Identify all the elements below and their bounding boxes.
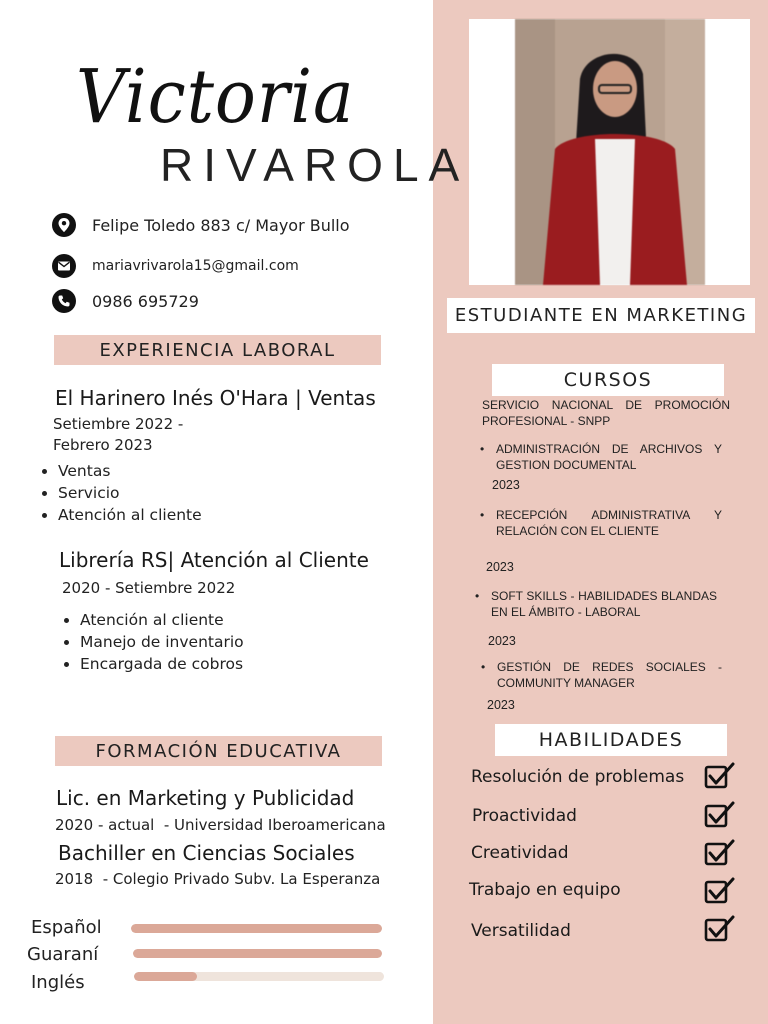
- contact-phone: [52, 289, 199, 313]
- list-item: • Ventas: [58, 460, 202, 482]
- checkbox-checked-icon: [704, 762, 736, 794]
- envelope-icon: [52, 254, 76, 278]
- address-text: Felipe Toledo 883 c/ Mayor Bullo: [92, 215, 350, 235]
- checkbox-checked-icon: [704, 839, 736, 871]
- course-year: 2023: [492, 478, 520, 492]
- job-period: [53, 414, 183, 456]
- last-name: RIVAROLA: [160, 139, 470, 191]
- course-name: GESTIÓN DE REDES SOCIALES - COMMUNITY MANAGER: [497, 660, 722, 690]
- education-detail: 2020 - actual - Universidad Iberoamericana: [55, 816, 386, 834]
- course-year: 2023: [488, 634, 516, 648]
- list-item: • Atención al cliente: [80, 609, 244, 631]
- skills-header: HABILIDADES: [495, 724, 727, 756]
- job-period-line: Febrero 2023: [53, 436, 153, 454]
- skill-label: Trabajo en equipo: [469, 880, 621, 900]
- contact-email[interactable]: [52, 254, 299, 278]
- job-task-list: [38, 460, 202, 526]
- first-name: Victoria: [76, 54, 355, 140]
- course-item: [481, 659, 722, 691]
- list-item: • Servicio: [58, 482, 202, 504]
- education-detail: 2018 - Colegio Privado Subv. La Esperanza: [55, 870, 381, 888]
- language-level-bar: [134, 972, 384, 981]
- course-name: SOFT SKILLS - HABILIDADES BLANDAS EN EL ÁMBITO - LABORAL: [491, 589, 717, 619]
- location-pin-icon: [52, 213, 76, 237]
- language-level-bar: [133, 949, 382, 958]
- language-level-fill: [134, 972, 197, 981]
- language-level-fill: [131, 924, 382, 933]
- course-name: RECEPCIÓN ADMINISTRATIVA Y RELACIÓN CON EL CLIENTE: [496, 508, 722, 538]
- job-task-list: [60, 609, 244, 675]
- photo-area: [515, 19, 705, 285]
- language-label: Inglés: [31, 972, 85, 993]
- course-item: [480, 507, 722, 539]
- education-title: Lic. en Marketing y Publicidad: [56, 786, 355, 810]
- job-title: El Harinero Inés O'Hara | Ventas: [55, 386, 376, 410]
- phone-text: 0986 695729: [92, 291, 199, 311]
- skill-label: Creatividad: [471, 843, 569, 863]
- experience-header: EXPERIENCIA LABORAL: [54, 335, 381, 365]
- courses-header: CURSOS: [492, 364, 724, 396]
- job-period-line: 2020 - Setiembre 2022: [62, 579, 236, 597]
- skill-label: Resolución de problemas: [471, 767, 685, 787]
- language-level-fill: [133, 949, 382, 958]
- profile-photo: [469, 19, 750, 285]
- course-year: 2023: [487, 698, 515, 712]
- phone-icon: [52, 289, 76, 313]
- course-year: 2023: [486, 560, 514, 574]
- checkbox-checked-icon: [704, 915, 736, 947]
- checkbox-checked-icon: [704, 877, 736, 909]
- email-text[interactable]: mariavrivarola15@gmail.com: [92, 258, 299, 274]
- contact-address: [52, 213, 350, 237]
- bullet-icon: •: [480, 508, 485, 522]
- job-period-line: Setiembre 2022 -: [53, 415, 184, 433]
- language-label: Guaraní: [27, 944, 99, 965]
- language-label: Español: [31, 917, 102, 938]
- education-title: Bachiller en Ciencias Sociales: [58, 841, 355, 865]
- bullet-icon: •: [480, 442, 485, 456]
- course-institution: SERVICIO NACIONAL DE PROMOCIÓN PROFESIONAL - SNPP: [482, 398, 730, 428]
- list-item: • Encargada de cobros: [80, 653, 244, 675]
- language-level-bar: [131, 924, 382, 933]
- education-header: FORMACIÓN EDUCATIVA: [55, 736, 382, 766]
- role-title: ESTUDIANTE EN MARKETING: [447, 298, 755, 333]
- course-name: ADMINISTRACIÓN DE ARCHIVOS Y GESTION DOCUMENTAL: [496, 442, 722, 472]
- list-item: • Manejo de inventario: [80, 631, 244, 653]
- job-title: Librería RS| Atención al Cliente: [59, 548, 369, 572]
- skill-label: Proactividad: [472, 806, 577, 826]
- bullet-icon: •: [475, 589, 480, 603]
- course-item: [475, 588, 717, 620]
- checkbox-checked-icon: [704, 801, 736, 833]
- course-item: [480, 441, 722, 473]
- bullet-icon: •: [481, 660, 486, 674]
- skill-label: Versatilidad: [471, 921, 571, 941]
- list-item: • Atención al cliente: [58, 504, 202, 526]
